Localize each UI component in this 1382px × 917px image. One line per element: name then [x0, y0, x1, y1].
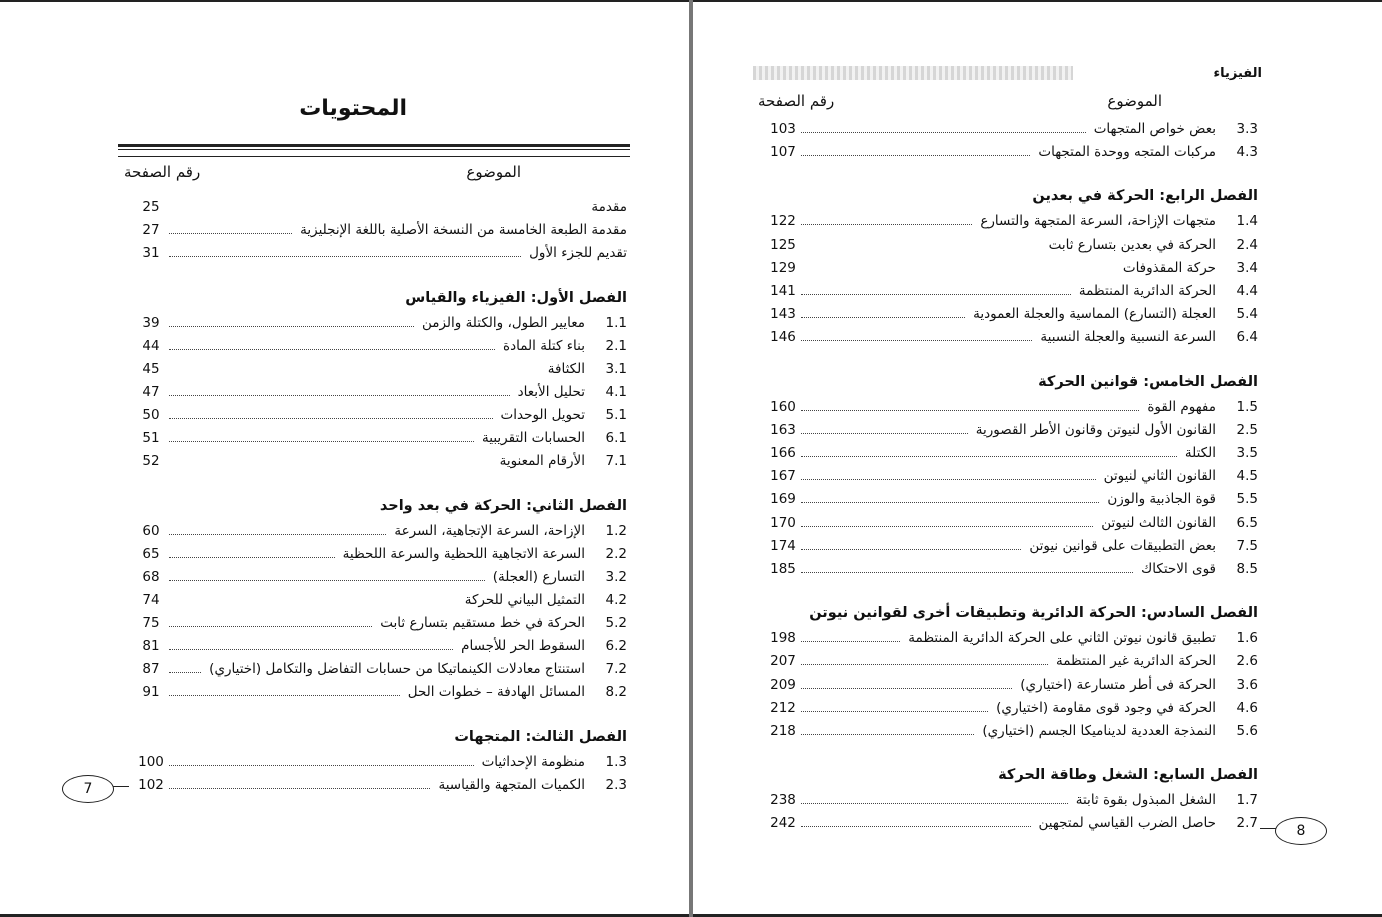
toc-page-number: 218 [770, 723, 796, 739]
dot-leader [169, 695, 400, 696]
toc-entry-title: الحركة في خط مستقيم بتسارع ثابت [380, 615, 585, 631]
toc-entry-title: مركبات المتجه ووحدة المتجهات [1038, 144, 1216, 161]
toc-page-number: 87 [142, 661, 160, 677]
toc-entry-title: التمثيل البياني للحركة [464, 592, 585, 608]
toc-section-number: 4.4 [1236, 283, 1258, 299]
toc-page-number: 75 [142, 615, 160, 631]
toc-entry-title: حركة المقذوفات [1122, 259, 1216, 276]
column-header-topic: الموضوع [1107, 92, 1162, 110]
toc-page-number: 107 [770, 144, 796, 161]
toc-section-number: 5.4 [1236, 306, 1258, 323]
dot-leader [801, 572, 1133, 573]
dot-leader [801, 826, 1031, 827]
toc-row [131, 381, 627, 403]
toc-row [763, 535, 1258, 557]
toc-row [131, 635, 627, 657]
toc-section-number: 7.5 [1236, 537, 1258, 554]
dot-leader [169, 534, 386, 535]
toc-page-number: 81 [142, 638, 160, 654]
toc-entry-title: الإزاحة، السرعة الإتجاهية، السرعة [394, 523, 585, 539]
dot-leader [801, 549, 1021, 550]
toc-page-number: 74 [142, 592, 160, 608]
toc-entry-title: العجلة (التسارع) المماسية والعجلة العمودية [973, 306, 1216, 323]
dot-leader [801, 664, 1048, 665]
toc-section-number: 3.6 [1236, 676, 1258, 693]
toc-section-number: 2.5 [1236, 421, 1258, 438]
toc-entry-title: القانون الأول لنيوتن وقانون الأطر القصورية [975, 421, 1216, 438]
toc-row [131, 520, 627, 542]
toc-entry-title: الحركة الدائرية المنتظمة [1078, 283, 1216, 299]
toc-row [131, 196, 627, 218]
toc-row [763, 419, 1258, 441]
toc-row [131, 358, 627, 380]
toc-page-number: 167 [770, 468, 796, 485]
toc-page-number: 65 [142, 546, 160, 562]
chapter-heading: الفصل الخامس: قوانين الحركة [1038, 373, 1258, 390]
toc-row [131, 751, 627, 773]
toc-page-number: 174 [770, 537, 796, 554]
dot-leader [801, 224, 972, 225]
toc-page-number: 143 [770, 306, 796, 323]
toc-row [763, 210, 1258, 232]
toc-entry-title: القانون الثالث لنيوتن [1101, 514, 1216, 531]
toc-page-number: 103 [770, 121, 796, 137]
toc-section-number: 3.4 [1236, 259, 1258, 276]
toc-entry-title: القانون الثاني لنيوتن [1103, 468, 1216, 485]
toc-page-number: 45 [142, 361, 160, 377]
toc-right [763, 118, 1258, 848]
dot-leader [801, 155, 1030, 156]
toc-page-number: 44 [142, 338, 160, 354]
dot-leader [801, 526, 1093, 527]
toc-entry-title: المسائل الهادفة – خطوات الحل [407, 684, 585, 700]
dot-leader [169, 672, 201, 673]
toc-entry-title: تحليل الأبعاد [517, 384, 585, 400]
toc-section-number: 1.1 [605, 315, 627, 331]
toc-row [131, 427, 627, 449]
toc-entry-title: الحركة فى أطر متسارعة (اختياري) [1020, 676, 1216, 693]
dot-leader [169, 349, 495, 350]
toc-page-number: 209 [770, 676, 796, 693]
right-page [693, 0, 1382, 917]
toc-row [763, 396, 1258, 418]
toc-entry-title: بعض التطبيقات على قوانين نيوتن [1029, 537, 1216, 554]
chapter-heading: الفصل الأول: الفيزياء والقياس [405, 290, 627, 306]
toc-entry-title: مقدمة الطبعة الخامسة من النسخة الأصلية باللغة الإنجليزية [300, 222, 627, 238]
toc-section-number: 2.4 [1236, 236, 1258, 253]
toc-page-number: 47 [142, 384, 160, 400]
toc-section-number: 5.1 [605, 407, 627, 423]
toc-page-number: 166 [770, 445, 796, 461]
toc-entry-title: الحركة في بعدين بتسارع ثابت [1048, 236, 1216, 253]
toc-page-number: 242 [770, 815, 796, 832]
dot-leader [169, 788, 430, 789]
toc-entry-title: السرعة الاتجاهية اللحظية والسرعة اللحظية [342, 546, 585, 562]
dot-leader [801, 340, 1032, 341]
toc-row [131, 543, 627, 565]
toc-entry-title: الكتلة [1184, 445, 1216, 461]
dot-leader [169, 233, 292, 234]
toc-entry-title: استنتاج معادلات الكينماتيكا من حسابات التفاضل والتكامل (اختياري) [209, 661, 585, 677]
toc-row [763, 674, 1258, 696]
toc-row [131, 612, 627, 634]
toc-entry-title: الكثافة [547, 361, 585, 377]
toc-section-number: 3.2 [605, 569, 627, 585]
toc-section-number: 2.2 [605, 546, 627, 562]
toc-page-number: 163 [770, 421, 796, 438]
toc-row [131, 681, 627, 703]
toc-page-number: 185 [770, 561, 796, 577]
toc-section-number: 6.5 [1236, 514, 1258, 531]
toc-section-number: 3.5 [1236, 445, 1258, 461]
toc-row [763, 812, 1258, 834]
toc-page-number: 27 [142, 222, 160, 238]
toc-entry-title: تطبيق قانون نيوتن الثاني على الحركة الدائرية المنتظمة [908, 630, 1216, 647]
left-page [0, 0, 689, 917]
toc-page-number: 125 [770, 236, 796, 253]
toc-left [131, 196, 627, 796]
dot-leader [801, 641, 900, 642]
chapter-heading: الفصل الرابع: الحركة في بعدين [1032, 188, 1258, 205]
toc-row [131, 589, 627, 611]
toc-row [131, 566, 627, 588]
dot-leader [801, 688, 1012, 689]
dot-leader [801, 410, 1139, 411]
dot-leader [801, 294, 1071, 295]
toc-page-number: 91 [142, 684, 160, 700]
page-number-badge: 7 [62, 775, 114, 803]
toc-row [763, 257, 1258, 279]
toc-section-number: 2.6 [1236, 653, 1258, 670]
dot-leader [801, 317, 965, 318]
toc-row [763, 465, 1258, 487]
dot-leader [169, 580, 485, 581]
toc-page-number: 51 [142, 430, 160, 446]
toc-page-number: 169 [770, 491, 796, 508]
toc-page-number: 102 [138, 777, 164, 793]
toc-section-number: 2.7 [1236, 815, 1258, 832]
toc-page-number: 160 [770, 398, 796, 415]
toc-page-number: 60 [142, 523, 160, 539]
toc-page-number: 170 [770, 514, 796, 531]
toc-row [763, 141, 1258, 163]
toc-entry-title: بناء كتلة المادة [503, 338, 585, 354]
toc-row [131, 658, 627, 680]
toc-row [763, 326, 1258, 348]
toc-page-number: 50 [142, 407, 160, 423]
toc-entry-title: النمذجة العددية لديناميكا الجسم (اختياري) [982, 723, 1216, 739]
toc-entry-title: مقدمة [591, 199, 627, 215]
toc-section-number: 6.2 [605, 638, 627, 654]
toc-entry-title: تحويل الوحدات [500, 407, 585, 423]
toc-entry-title: السقوط الحر للأجسام [461, 638, 585, 654]
toc-entry-title: بعض خواص المتجهات [1093, 121, 1216, 137]
running-head: الفيزياء [1213, 66, 1262, 81]
dot-leader [169, 256, 521, 257]
toc-page-number: 100 [138, 754, 164, 770]
toc-row [131, 242, 627, 264]
toc-row [763, 697, 1258, 719]
toc-entry-title: التسارع (العجلة) [492, 569, 585, 585]
toc-section-number: 6.4 [1236, 329, 1258, 346]
toc-row [131, 219, 627, 241]
toc-section-number: 6.1 [605, 430, 627, 446]
toc-section-number: 5.5 [1236, 491, 1258, 508]
toc-row [763, 627, 1258, 649]
dot-leader [169, 395, 510, 396]
toc-row [763, 650, 1258, 672]
dot-leader [801, 803, 1068, 804]
scan-artifact [753, 66, 1073, 80]
dot-leader [801, 711, 988, 712]
dot-leader [169, 326, 414, 327]
toc-entry-title: الكميات المتجهة والقياسية [438, 777, 585, 793]
toc-page-number: 238 [770, 792, 796, 809]
dot-leader [169, 418, 493, 419]
toc-section-number: 2.1 [605, 338, 627, 354]
dot-leader [801, 502, 1099, 503]
toc-row [131, 404, 627, 426]
dot-leader [169, 765, 474, 766]
toc-page-number: 141 [770, 283, 796, 299]
toc-row [131, 312, 627, 334]
toc-entry-title: متجهات الإزاحة، السرعة المتجهة والتسارع [980, 213, 1216, 230]
toc-section-number: 1.6 [1236, 630, 1258, 647]
column-header-page: رقم الصفحة [124, 163, 201, 181]
chapter-heading: الفصل الثاني: الحركة في بعد واحد [379, 498, 627, 514]
toc-entry-title: الحركة الدائرية غير المنتظمة [1056, 653, 1216, 670]
page-title: المحتويات [299, 96, 407, 121]
toc-section-number: 4.5 [1236, 468, 1258, 485]
toc-section-number: 8.2 [605, 684, 627, 700]
toc-section-number: 1.4 [1236, 213, 1258, 230]
toc-row [763, 118, 1258, 140]
toc-section-number: 4.2 [605, 592, 627, 608]
toc-section-number: 7.1 [605, 453, 627, 469]
column-header-page: رقم الصفحة [758, 92, 835, 110]
toc-row [763, 303, 1258, 325]
toc-row [763, 488, 1258, 510]
toc-row [131, 335, 627, 357]
dot-leader [169, 626, 372, 627]
toc-section-number: 3.1 [605, 361, 627, 377]
toc-section-number: 4.1 [605, 384, 627, 400]
dot-leader [801, 132, 1086, 133]
column-header-topic: الموضوع [466, 163, 521, 181]
toc-row [763, 789, 1258, 811]
toc-section-number: 1.2 [605, 523, 627, 539]
toc-entry-title: تقديم للجزء الأول [529, 245, 627, 261]
toc-row [763, 720, 1258, 742]
toc-entry-title: الأرقام المعنوية [499, 453, 585, 469]
toc-entry-title: منظومة الإحداثيات [481, 754, 585, 770]
toc-section-number: 1.3 [605, 754, 627, 770]
toc-page-number: 198 [770, 630, 796, 647]
toc-row [763, 558, 1258, 580]
toc-page-number: 25 [142, 199, 160, 215]
toc-row [131, 774, 627, 796]
toc-page-number: 122 [770, 213, 796, 230]
toc-page-number: 207 [770, 653, 796, 670]
toc-section-number: 5.2 [605, 615, 627, 631]
toc-row [763, 512, 1258, 534]
toc-page-number: 31 [142, 245, 160, 261]
toc-row [763, 280, 1258, 302]
toc-page-number: 52 [142, 453, 160, 469]
toc-section-number: 4.3 [1236, 144, 1258, 161]
dot-leader [801, 433, 968, 434]
toc-row [763, 442, 1258, 464]
page-number-badge: 8 [1275, 817, 1327, 845]
toc-page-number: 146 [770, 329, 796, 346]
toc-section-number: 5.6 [1236, 723, 1258, 739]
toc-entry-title: معايير الطول، والكتلة والزمن [421, 315, 585, 331]
toc-section-number: 3.3 [1236, 121, 1258, 137]
dot-leader [169, 649, 453, 650]
toc-entry-title: الحركة في وجود قوى مقاومة (اختياري) [996, 699, 1216, 716]
chapter-heading: الفصل السابع: الشغل وطاقة الحركة [998, 767, 1258, 784]
toc-row [131, 450, 627, 472]
toc-section-number: 8.5 [1236, 561, 1258, 577]
toc-page-number: 212 [770, 699, 796, 716]
dot-leader [801, 479, 1096, 480]
dot-leader [169, 557, 335, 558]
chapter-heading: الفصل السادس: الحركة الدائرية وتطبيقات أخرى لقوانين نيوتن [809, 605, 1258, 622]
toc-entry-title: حاصل الضرب القياسي لمتجهين [1038, 815, 1216, 832]
toc-section-number: 2.3 [605, 777, 627, 793]
toc-entry-title: مفهوم القوة [1147, 398, 1216, 415]
toc-entry-title: الشغل المبذول بقوة ثابتة [1075, 792, 1216, 809]
toc-page-number: 129 [770, 259, 796, 276]
toc-entry-title: الحسابات التقريبية [482, 430, 585, 446]
dot-leader [169, 441, 474, 442]
title-rule [118, 144, 630, 157]
dot-leader [801, 456, 1177, 457]
toc-section-number: 1.5 [1236, 398, 1258, 415]
toc-section-number: 4.6 [1236, 699, 1258, 716]
chapter-heading: الفصل الثالث: المتجهات [454, 729, 627, 745]
toc-entry-title: قوة الجاذبية والوزن [1107, 491, 1216, 508]
toc-section-number: 1.7 [1236, 792, 1258, 809]
toc-row [763, 234, 1258, 256]
toc-page-number: 68 [142, 569, 160, 585]
toc-entry-title: السرعة النسبية والعجلة النسبية [1040, 329, 1216, 346]
toc-section-number: 7.2 [605, 661, 627, 677]
toc-entry-title: قوى الاحتكاك [1141, 561, 1216, 577]
dot-leader [801, 734, 974, 735]
toc-page-number: 39 [142, 315, 160, 331]
